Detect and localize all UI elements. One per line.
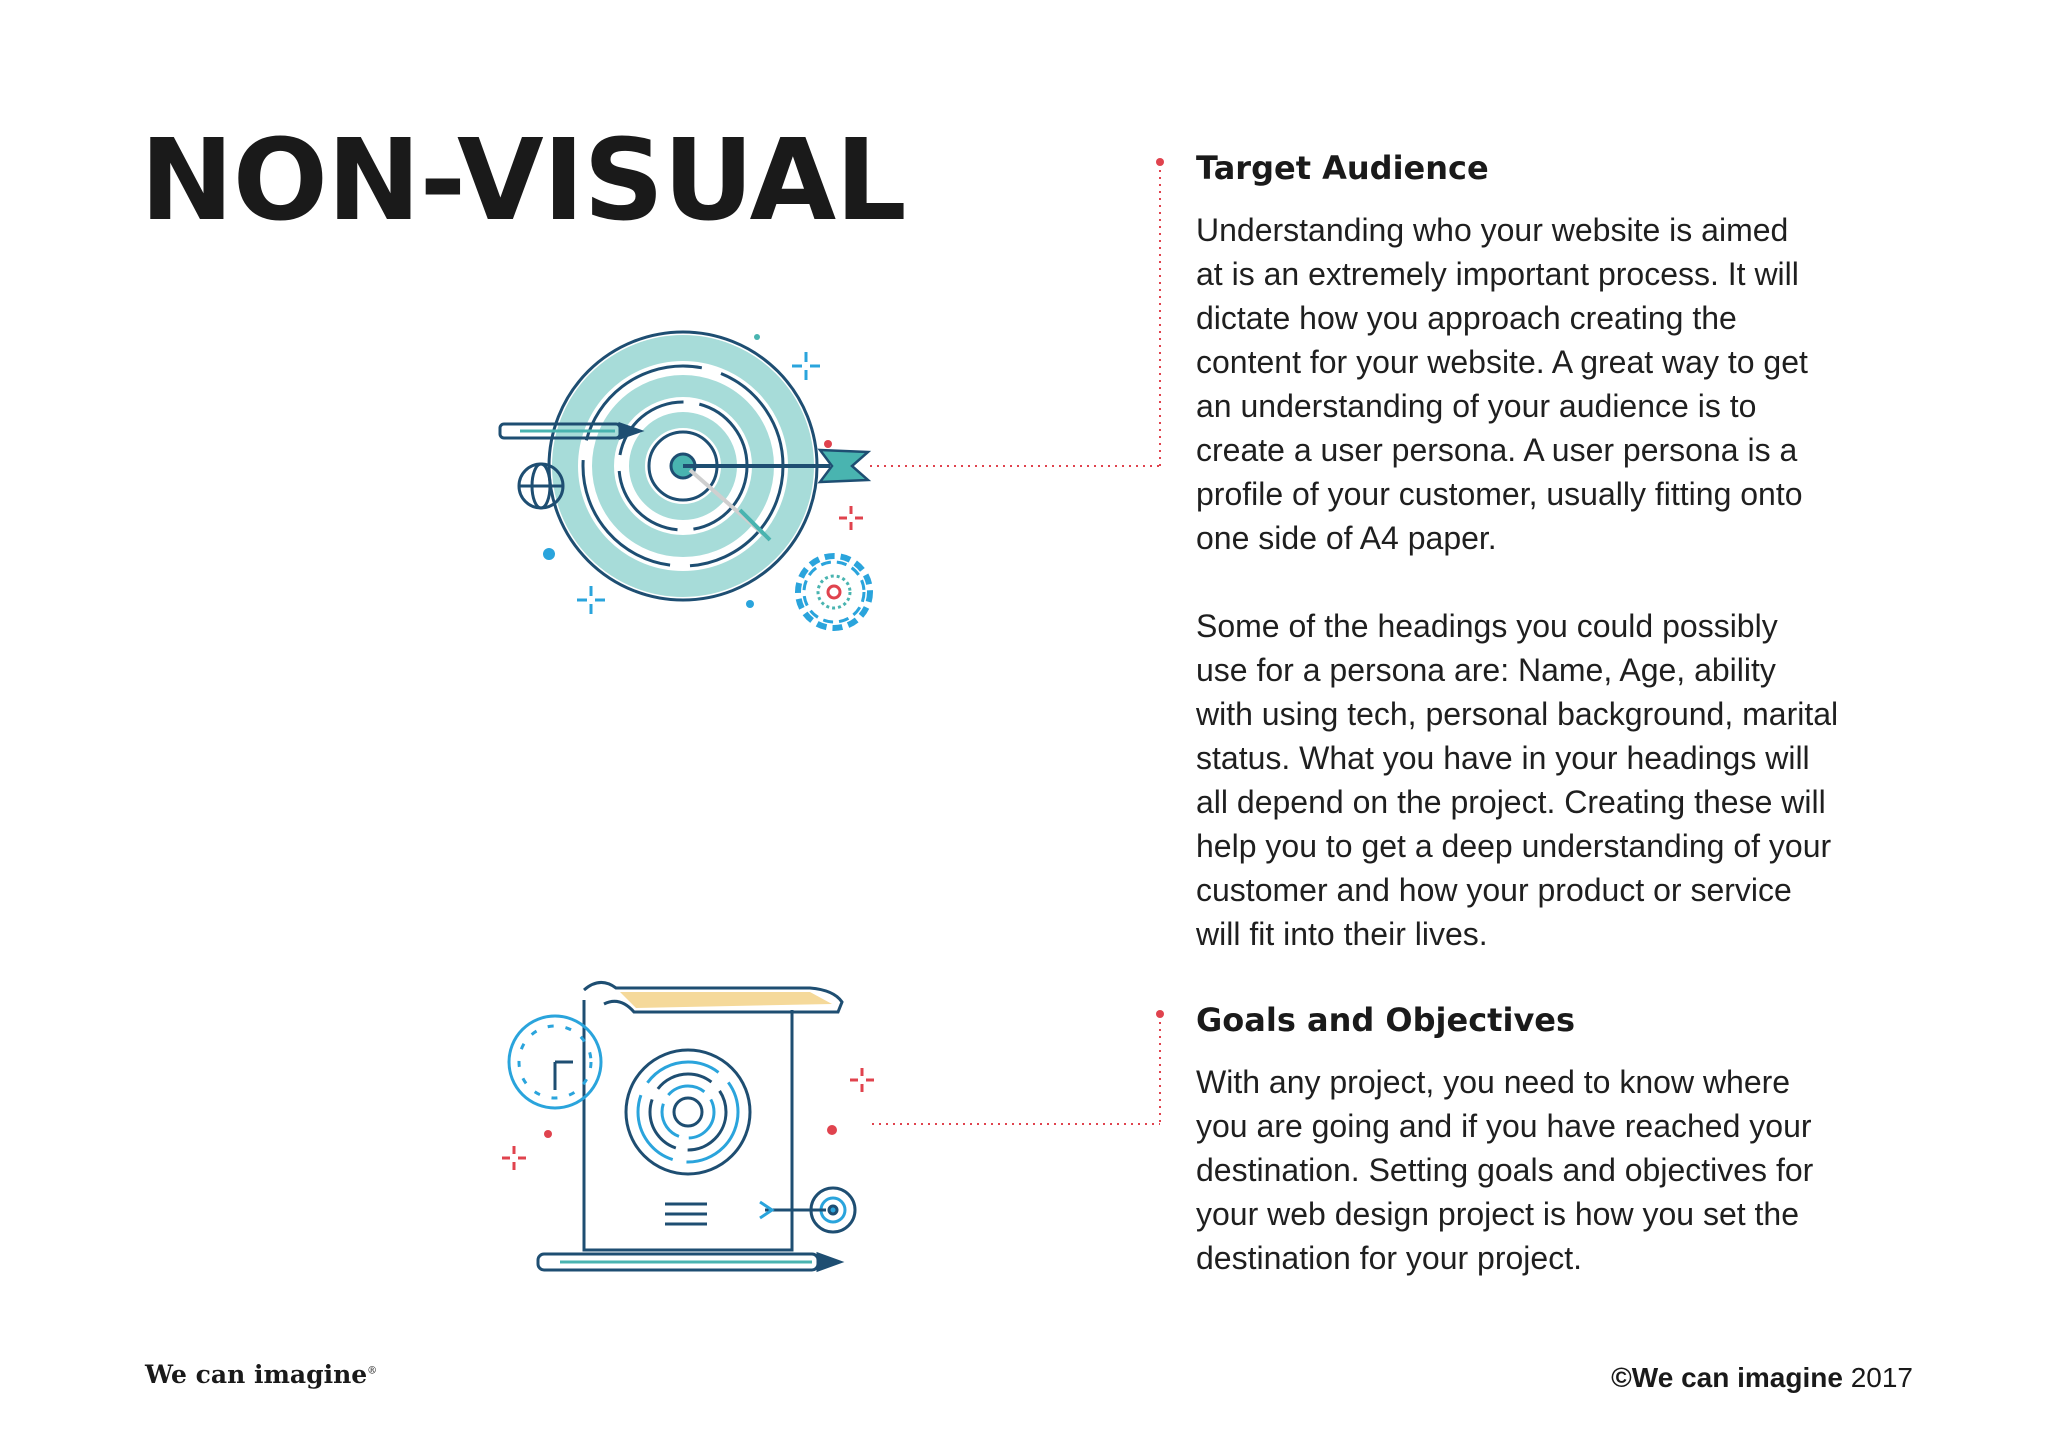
footer-copyright (1611, 1362, 1913, 1394)
section-paragraph: With any project, you need to know where you are going and if you have reached your destination. Setting goals and objectives for your web design project is how you set the destination for your project. (1196, 1064, 1814, 1276)
section-heading-goals-objectives: Goals and Objectives (1196, 1001, 1576, 1039)
section-paragraph: Some of the headings you could possibly use for a persona are: Name, Age, ability with using tech, personal background, marital status. What you have in your headings will all depend on the project. Creating these will help you to get a deep understanding of your customer and how your product or service will fit into their lives. (1196, 608, 1839, 952)
section-paragraph: Understanding who your website is aimed at is an extremely important process. It will dictate how you approach creating the content for your website. A great way to get an understanding of your audience is to create a user persona. A user persona is a profile of your customer, usually fitting onto one side of A4 paper. (1196, 212, 1808, 556)
pencil-icon (538, 1254, 840, 1270)
footer-copyright-year: 2017 (1850, 1362, 1913, 1393)
small-target-icon (760, 1188, 855, 1232)
footer-brand-logo (145, 1360, 377, 1389)
registered-mark: ® (367, 1365, 378, 1377)
page-title: NON-VISUAL (140, 116, 906, 246)
clock-icon (509, 1016, 601, 1108)
footer-copyright-brand: ©We can imagine (1611, 1362, 1843, 1393)
footer-brand-text: We can imagine (145, 1360, 368, 1389)
sparkle-icon (502, 1068, 874, 1170)
section-heading-target-audience: Target Audience (1196, 149, 1489, 187)
